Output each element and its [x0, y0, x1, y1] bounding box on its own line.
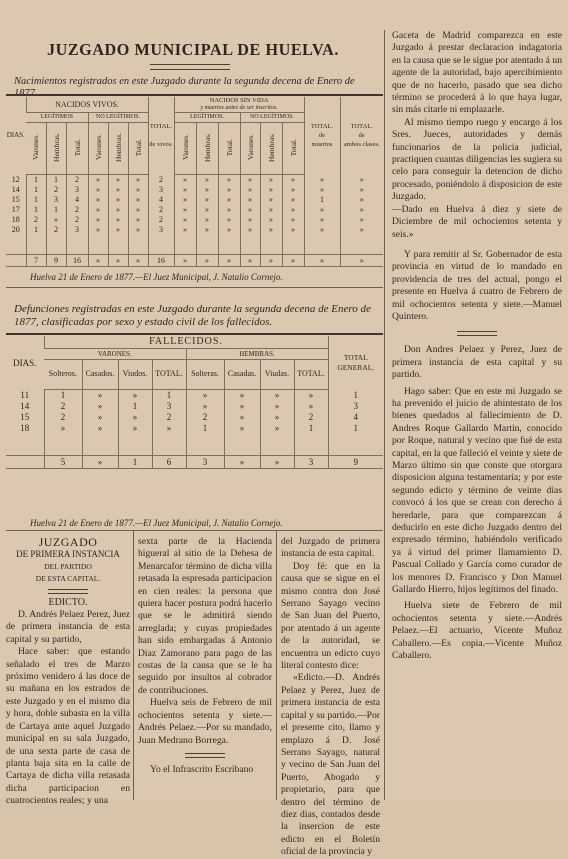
right-p7: Huelva siete de Febrero de mil ochocientos setenta y siete.—Andrés Pelaez.—El actuario, Vicente Muñoz Caballero.—Es copia.—Vicente Muñoz Caballero. — [392, 600, 562, 662]
legitimos2-header: LEGÍTIMOS. — [174, 113, 240, 123]
deaths-total-cell: 3 — [294, 455, 328, 468]
total-muertos-label: TOTAL. — [310, 123, 334, 131]
col-hembras: Hembras. — [46, 123, 66, 175]
births-cell: 2 — [66, 205, 88, 215]
de-muertos-a: de — [318, 132, 326, 140]
births-cell: 2 — [46, 185, 66, 195]
deaths-cell: » — [118, 411, 152, 422]
births-total-cell: 16 — [148, 255, 174, 267]
births-spacer-cell — [108, 235, 128, 255]
births-cell: » — [174, 205, 196, 215]
births-cell: 2 — [148, 205, 174, 215]
deaths-total-cell: 3 — [186, 455, 224, 468]
deaths-spacer-cell — [260, 433, 294, 455]
births-spacer-cell — [218, 235, 240, 255]
births-dias-header: DIAS. — [6, 131, 25, 140]
births-spacer-cell — [196, 235, 218, 255]
births-cell: » — [174, 195, 196, 205]
births-row — [6, 175, 383, 185]
births-cell: » — [108, 225, 128, 235]
title-ornament — [150, 64, 230, 70]
deaths-row — [6, 422, 383, 433]
births-cell: » — [218, 195, 240, 205]
right-p4: Y para remitir al Sr. Gobernador de esta provincia en virtud de lo mandado en providencia de tres del actual, pongo el presente en Huelva á cuatro de Febrero de mil ochocientos setenta y siete.—Manuel Quintero. — [392, 248, 562, 322]
births-cell: » — [340, 195, 383, 205]
total-ambos-b: ambos clases. — [343, 141, 380, 149]
births-cell: » — [260, 225, 282, 235]
births-cell: 2 — [148, 175, 174, 185]
col1-p2: Hace saber: que estando señalado el tres de Marzo próximo venidero á las doce de su mañana en los estrados de este Juzgado y en el mismo dia y hora, doble subasta en la villa de Cartaya ante aquel Juzgado municipal en su sala Juzgado, de una sexta parte de casa de planta baja sita en la calle de Cartaya de dicha villa retasada dicha participacion en cuatrocientos reales; y una — [6, 646, 130, 807]
births-total-cell: » — [88, 255, 108, 267]
deaths-cell: 1 — [294, 422, 328, 433]
births-cell: 1 — [26, 225, 46, 235]
right-p6: Hago saber: Que en este mi Juzgado se ha prevenido el juicio de abintestato de los bienes quedados al fallecimiento de D. Andres Roque Gallardo Martin, conocido por Roque, natural y vecino que fué de esta capital, en la que falleció el veinte y siete de Marzo último sin que conste que otorgara disposicion alguna testamentaria; y por este segundo edicto y término de veinte dias convocó á los que se crean con derecho á heredarle, para que comparezcan á deducirlo en este dicho Juzgado dentro del expresado término, habiéndolo verificado ya á virtud del primer llamamiento D. Pascual Collado y García como curador de los menores D. Francisco y Don Manuel Gallardo Hierro, hijos legítimos del finado. — [392, 385, 562, 596]
births-cell: 20 — [11, 225, 20, 234]
col-total-nl: Total. — [128, 123, 148, 175]
deaths-spacer-cell — [6, 433, 44, 455]
births-footer: Huelva 21 de Enero de 1877.—El Juez Municipal, J. Natalio Cornejo. — [30, 272, 283, 282]
births-cell: » — [218, 215, 240, 225]
births-cell: » — [174, 185, 196, 195]
col-casados: Casados. — [82, 359, 118, 389]
births-cell: 2 — [26, 215, 46, 225]
births-spacer-cell — [260, 235, 282, 255]
births-caption: Nacimientos registrados en este Juzgado durante la segunda decena de Enero de — [14, 76, 355, 87]
births-cell: 18 — [11, 215, 20, 224]
col-varones-svnl: Varones. — [240, 123, 260, 175]
deaths-spacer-cell — [186, 433, 224, 455]
births-spacer-cell — [66, 235, 88, 255]
births-cell: 3 — [66, 225, 88, 235]
births-spacer-cell — [282, 235, 304, 255]
no-legitimos2-header: NO LEGÍTIMOS. — [240, 113, 304, 123]
deaths-cell: 2 — [294, 411, 328, 422]
deaths-cell: » — [224, 411, 260, 422]
births-cell: » — [108, 195, 128, 205]
births-cell: » — [88, 195, 108, 205]
births-cell: » — [282, 205, 304, 215]
partido-head: DEL PARTIDO — [44, 561, 92, 571]
births-cell: » — [218, 175, 240, 185]
births-total-cell: » — [340, 255, 383, 267]
col2-p3: Yo el Infrascrito Escribano — [150, 763, 254, 775]
births-spacer-cell — [26, 235, 46, 255]
col-viudos: Viudos. — [118, 359, 152, 389]
col-casadas: Casadas. — [224, 359, 260, 389]
births-cell: 1 — [46, 175, 66, 185]
births-cell: 17 — [11, 205, 20, 214]
deaths-total-cell: 1 — [118, 455, 152, 468]
deaths-spacer-cell — [224, 433, 260, 455]
births-spacer-cell — [88, 235, 108, 255]
deaths-cell: 1 — [44, 389, 82, 400]
col-viudas: Viudas. — [260, 359, 294, 389]
col3-p2: Doy fé: que en la causa que se sigue en el mismo contra don José Serrano Sayago vecino de San Juan del Puerto, por atentado á un agente de la autoridad, se encuentra un edicto cuyo literal contesto dice: — [281, 560, 380, 672]
deaths-cell: » — [260, 400, 294, 411]
edicto-ornament — [48, 589, 88, 594]
births-cell: » — [260, 215, 282, 225]
deaths-spacer-cell — [118, 433, 152, 455]
births-cell: » — [340, 215, 383, 225]
right-p3: —Dado en Huelva á diez y siete de Diciembre de mil ochocientos setenta y seis.» — [392, 203, 562, 240]
col-hembras-nl: Hembras. — [108, 123, 128, 175]
col1-p1: D. Andrés Pelaez Perez, Juez de primera instancia de esta capital y su partido, — [6, 609, 130, 645]
right-separator-1 — [457, 331, 497, 336]
deaths-cell: » — [44, 422, 82, 433]
births-cell: » — [260, 195, 282, 205]
deaths-row — [6, 400, 383, 411]
births-table-body — [6, 175, 383, 267]
births-cell: 1 — [26, 195, 46, 205]
col2-separator — [185, 753, 225, 758]
births-total-cell: » — [218, 255, 240, 267]
de-vivos-label: de vivos. — [149, 141, 173, 149]
births-spacer-cell — [340, 235, 383, 255]
births-cell: » — [240, 195, 260, 205]
right-p5: Don Andres Pelaez y Perez, Juez de primera instancia de esta capital y su partido. — [392, 344, 562, 381]
deaths-cell: 1 — [152, 389, 186, 400]
births-cell: 2 — [148, 215, 174, 225]
deaths-cell: » — [260, 422, 294, 433]
deaths-cell: » — [82, 411, 118, 422]
deaths-cell: » — [118, 422, 152, 433]
deaths-cell: 11 — [20, 389, 30, 400]
births-spacer-cell — [46, 235, 66, 255]
births-bottom-rule — [6, 287, 383, 288]
deaths-cell: » — [224, 422, 260, 433]
col2-p2: Huelva seis de Febrero de mil ochocientos setenta y siete.—Andrés Pelaez.—Por su mandado, Juan Medrano Borrega. — [138, 697, 272, 746]
de-muertos-b: muertos — [311, 141, 333, 149]
col-total: Total. — [66, 123, 88, 175]
births-spacer-cell — [6, 235, 26, 255]
births-cell: » — [340, 175, 383, 185]
births-cell: » — [196, 175, 218, 185]
births-cell: » — [128, 215, 148, 225]
deaths-table-body — [6, 389, 383, 468]
births-total-cell: 9 — [46, 255, 66, 267]
deaths-cell: » — [224, 389, 260, 400]
deaths-cell: 2 — [44, 400, 82, 411]
deaths-cell: » — [82, 422, 118, 433]
deaths-cell: » — [186, 400, 224, 411]
deaths-cell: 15 — [20, 411, 30, 422]
deaths-row — [6, 411, 383, 422]
deaths-cell: 1 — [328, 422, 383, 433]
right-column — [392, 30, 562, 663]
births-spacer-cell — [240, 235, 260, 255]
births-cell: » — [128, 205, 148, 215]
births-cell: 4 — [66, 195, 88, 205]
col3-p3: «Edicto.—D. Andrés Pelaez y Perez, Juez de primera instancia de esta capital y su partido.—Por el presente cito, llamo y emplazo á D. José Serrano Sayago, natural y vecino de San Juan del Puerto, Abogado y propietario, para que dentro del término de diez dias, contados desde la insercion de este edicto en el Boletín oficial de la provincia y — [281, 672, 380, 858]
births-cell: » — [46, 215, 66, 225]
page-title: JUZGADO MUNICIPAL DE HUELVA. — [46, 40, 340, 59]
deaths-table-top-rule — [6, 333, 383, 335]
deaths-cell: » — [186, 389, 224, 400]
births-cell: 1 — [26, 185, 46, 195]
births-cell: » — [282, 175, 304, 185]
births-cell: » — [196, 195, 218, 205]
births-cell: 15 — [11, 195, 20, 204]
births-cell: 14 — [11, 185, 20, 194]
births-cell: » — [282, 215, 304, 225]
births-spacer-row — [6, 235, 383, 255]
total-ambos-label: TOTAL. — [350, 123, 373, 131]
deaths-total-cell: 9 — [328, 455, 383, 468]
births-cell: » — [304, 185, 340, 195]
births-cell: » — [108, 185, 128, 195]
deaths-bottom-rule — [6, 530, 383, 531]
births-total-cell: » — [304, 255, 340, 267]
legitimos-header: LEGÍTIMOS — [26, 113, 88, 123]
births-cell: » — [196, 225, 218, 235]
births-cell: 3 — [148, 225, 174, 235]
col-solteras: Solteras. — [186, 359, 224, 389]
deaths-cell: » — [82, 400, 118, 411]
births-total-cell: » — [282, 255, 304, 267]
births-row — [6, 215, 383, 225]
births-total-cell — [6, 255, 26, 267]
births-total-cell: » — [196, 255, 218, 267]
right-p2: Al mismo tiempo ruego y encargo á los Sres. Jueces, autoridades y demás funcionarios de la policía judicial, practiquen cuantas diligencias les sugiera su celo para conseguir la detencion de dicho procesado, poniéndolo á disposicion de este Juzgado. — [392, 116, 562, 203]
column-rule-right — [384, 30, 385, 800]
births-row — [6, 225, 383, 235]
total-label: TOTAL. — [149, 123, 173, 131]
deaths-spacer-cell — [44, 433, 82, 455]
deaths-total-cell: » — [224, 455, 260, 468]
births-cell: » — [260, 175, 282, 185]
col-varones: Varones. — [26, 123, 46, 175]
births-total-cell: » — [108, 255, 128, 267]
births-cell: » — [304, 175, 340, 185]
births-spacer-cell — [304, 235, 340, 255]
col-total-svnl: Total. — [282, 123, 304, 175]
births-cell: » — [218, 205, 240, 215]
births-spacer-cell — [148, 235, 174, 255]
muertos-antes-label: y muertos antes de ser inscritos. — [200, 105, 278, 111]
deaths-cell: » — [260, 411, 294, 422]
total-ambos-header — [340, 97, 383, 175]
deaths-cell: 1 — [118, 400, 152, 411]
deaths-dias-header: DIAS. — [13, 357, 37, 368]
deaths-cell: » — [294, 389, 328, 400]
births-cell: 1 — [26, 205, 46, 215]
births-cell: » — [88, 185, 108, 195]
deaths-cell: 2 — [186, 411, 224, 422]
births-totals-row — [6, 255, 383, 267]
column-rule-bottom-1 — [133, 530, 134, 800]
births-total-cell: 16 — [66, 255, 88, 267]
total-ambos-a: de — [358, 132, 365, 140]
births-cell: » — [196, 185, 218, 195]
births-cell: » — [240, 225, 260, 235]
births-cell: » — [174, 175, 196, 185]
births-cell: » — [218, 185, 240, 195]
births-cell: » — [304, 215, 340, 225]
column-rule-bottom-2 — [276, 530, 277, 800]
births-cell: 2 — [66, 175, 88, 185]
deaths-cell: » — [152, 422, 186, 433]
deaths-cell: 14 — [20, 400, 30, 411]
births-cell: » — [240, 185, 260, 195]
deaths-cell: 2 — [152, 411, 186, 422]
births-cell: 3 — [148, 185, 174, 195]
hembras-header: HEMBRAS. — [186, 348, 328, 359]
deaths-total-cell: 5 — [44, 455, 82, 468]
births-cell: 1 — [46, 205, 66, 215]
deaths-spacer-cell — [294, 433, 328, 455]
births-cell: » — [340, 205, 383, 215]
births-cell: » — [218, 225, 240, 235]
deaths-cell: 4 — [328, 411, 383, 422]
births-row — [6, 205, 383, 215]
births-total-cell: » — [174, 255, 196, 267]
bottom-column-2 — [138, 536, 272, 776]
deaths-total-cell: » — [260, 455, 294, 468]
births-cell: » — [240, 215, 260, 225]
total-muertos-header — [304, 97, 340, 175]
deaths-spacer-row — [6, 433, 383, 455]
births-cell: » — [196, 215, 218, 225]
births-cell: » — [282, 185, 304, 195]
births-cell: 1 — [26, 175, 46, 185]
births-cell: » — [108, 205, 128, 215]
deaths-cell: » — [260, 389, 294, 400]
births-cell: » — [88, 175, 108, 185]
deaths-cell: 3 — [152, 400, 186, 411]
bottom-column-1 — [6, 536, 130, 808]
col-total-hembras: TOTAL. — [294, 359, 328, 389]
total-general-header — [328, 336, 383, 389]
deaths-cell: » — [118, 389, 152, 400]
col-solteros: Solteros. — [44, 359, 82, 389]
deaths-row — [6, 389, 383, 400]
births-cell: » — [128, 225, 148, 235]
deaths-spacer-cell — [328, 433, 383, 455]
deaths-cell: 18 — [20, 422, 30, 433]
births-cell: » — [240, 205, 260, 215]
births-total-cell: » — [128, 255, 148, 267]
deaths-total-cell: 6 — [152, 455, 186, 468]
varones-header: VARONES. — [44, 348, 186, 359]
births-cell: » — [108, 215, 128, 225]
births-cell: » — [260, 185, 282, 195]
births-table — [6, 97, 383, 267]
births-cell: 2 — [46, 225, 66, 235]
capital-head: DE ESTA CAPITAL. — [35, 574, 101, 584]
col-total-sv: Total. — [218, 123, 240, 175]
deaths-cell: » — [82, 389, 118, 400]
juzgado-head: JUZGADO — [38, 535, 98, 549]
deaths-cell: » — [294, 400, 328, 411]
births-cell: » — [304, 205, 340, 215]
no-legitimos-header: NO LEGÍTIMOS. — [88, 113, 148, 123]
total-general-b: GENERAL. — [337, 362, 375, 372]
births-cell: 3 — [46, 195, 66, 205]
births-cell: » — [128, 175, 148, 185]
births-cell: » — [240, 175, 260, 185]
deaths-table — [6, 336, 383, 469]
deaths-total-cell: » — [82, 455, 118, 468]
nacidos-vivos-header: NACIDOS VIVOS. — [26, 97, 148, 113]
deaths-spacer-cell — [152, 433, 186, 455]
births-cell: 2 — [66, 215, 88, 225]
deaths-cell: 1 — [328, 389, 383, 400]
births-total-cell: » — [240, 255, 260, 267]
births-total-cell: 7 — [26, 255, 46, 267]
births-total-cell: » — [260, 255, 282, 267]
births-cell: » — [128, 185, 148, 195]
total-vivos-header — [148, 97, 174, 175]
right-p1: Gaceta de Madrid comparezca en este Juzgado á prestar declaracion indagatoria en la causa que se le sigue por atentado á un agente de la autoridad, bajo apercibimiento que de no hacerlo, pasado que sea dicho término se procederá á lo que haya lugar, sin más citarle ni emplazarle. — [392, 30, 562, 116]
births-cell: 1 — [304, 195, 340, 205]
births-cell: » — [128, 195, 148, 205]
col-hembras-svnl: Hembras. — [260, 123, 282, 175]
col3-p1: del Juzgado de primera instancia de esta capital. — [281, 536, 380, 560]
deaths-caption: Defunciones registradas en este Juzgado durante la segunda decena de Enero de 1877, clasificadas por sexo y estado civil de los fallecidos. — [14, 303, 371, 328]
deaths-total-cell — [6, 455, 44, 468]
edicto-label: EDICTO. — [48, 596, 88, 608]
births-cell: » — [340, 225, 383, 235]
births-cell: » — [88, 205, 108, 215]
deaths-cell: 1 — [186, 422, 224, 433]
deaths-cell: » — [224, 400, 260, 411]
deaths-footer: Huelva 21 de Enero de 1877.—El Juez Municipal, J. Natalio Cornejo. — [30, 518, 283, 528]
births-cell: » — [260, 205, 282, 215]
births-cell: » — [340, 185, 383, 195]
col-varones-sv: Varones. — [174, 123, 196, 175]
deaths-totals-row — [6, 455, 383, 468]
births-spacer-cell — [128, 235, 148, 255]
births-cell: 4 — [148, 195, 174, 205]
deaths-cell: 2 — [44, 411, 82, 422]
births-cell: » — [174, 225, 196, 235]
births-cell: » — [174, 215, 196, 225]
births-cell: » — [282, 225, 304, 235]
births-spacer-cell — [174, 235, 196, 255]
bottom-column-3 — [281, 536, 380, 859]
col-varones-nl: Varones. — [88, 123, 108, 175]
births-cell: » — [108, 175, 128, 185]
nacidos-sin-vida-label: NACIDOS SIN VIDA — [209, 97, 269, 104]
col-total-varones: TOTAL. — [152, 359, 186, 389]
births-cell: » — [304, 225, 340, 235]
col2-p1: sexta parte de la Hacienda higueral al sitio de la Dehesa de Menarcafor término de dicha villa retasada la espresada participacion en cien reales: la persona que quiera hacer postura podrá hacerlo que se le admitirá siendo arreglada; y cuyas propiedades han sido embargadas á Antonio Diaz Zamorano para pago de las costas de la causa que se le ha seguido por insultos al cobrador de contribuciones. — [138, 536, 272, 696]
deaths-cell: 3 — [328, 400, 383, 411]
deaths-spacer-cell — [82, 433, 118, 455]
births-table-top-rule — [6, 94, 383, 96]
births-cell: » — [88, 215, 108, 225]
fallecidos-header: FALLECIDOS. — [44, 336, 328, 348]
births-cell: » — [88, 225, 108, 235]
total-general-a: TOTAL — [343, 352, 368, 362]
primera-instancia-head: DE PRIMERA INSTANCIA — [16, 549, 120, 560]
births-cell: » — [282, 195, 304, 205]
births-row — [6, 185, 383, 195]
births-cell: » — [196, 205, 218, 215]
nacidos-sin-vida-header — [174, 97, 304, 113]
col-hembras-sv: Hembras. — [196, 123, 218, 175]
births-cell: 3 — [66, 185, 88, 195]
births-row — [6, 195, 383, 205]
births-cell: 12 — [11, 175, 20, 184]
